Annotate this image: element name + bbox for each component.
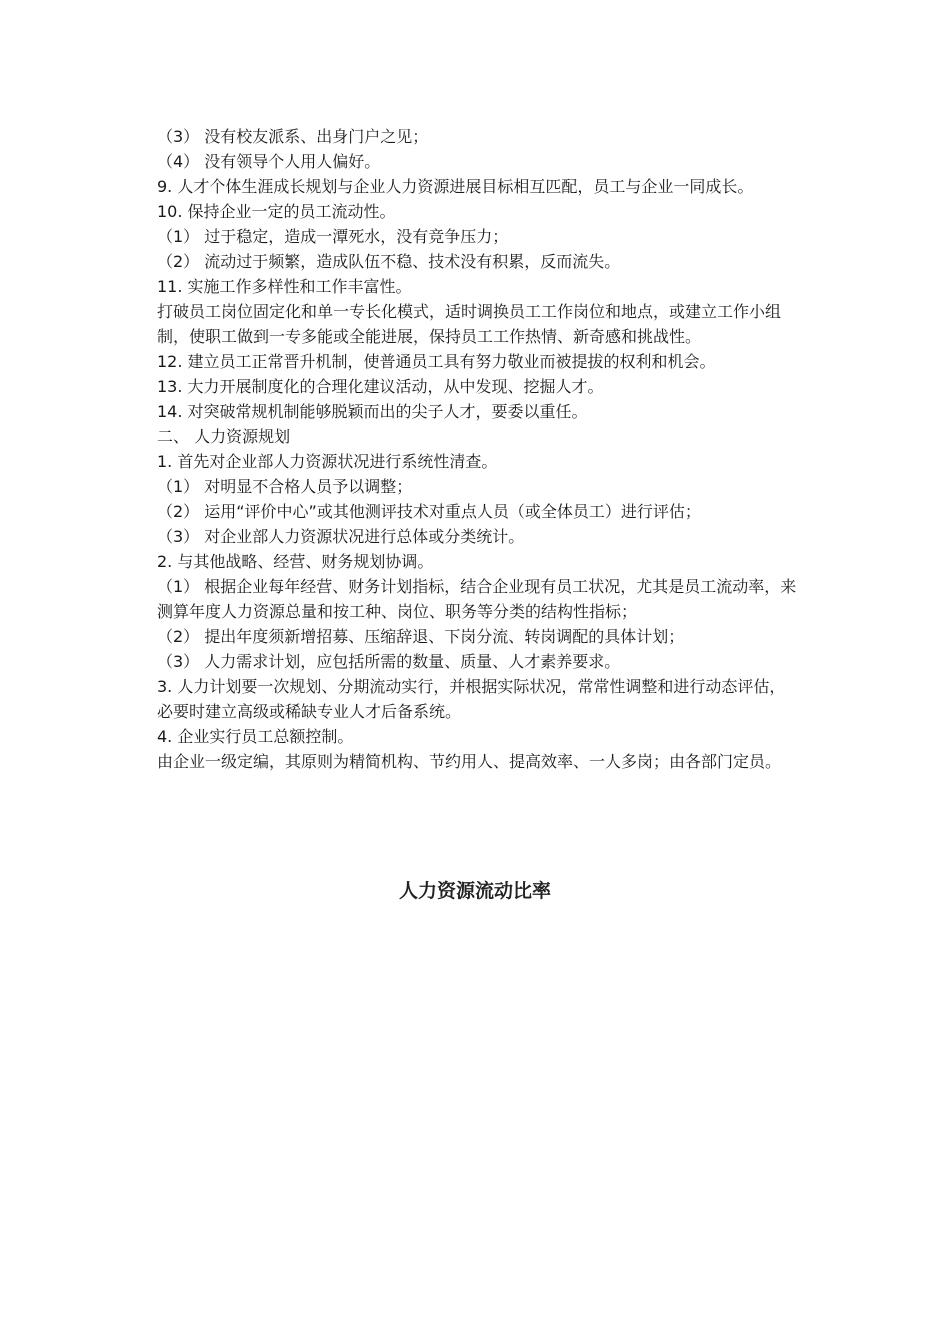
list-item: （1） 对明显不合格人员予以调整； — [157, 477, 413, 496]
list-item: （3） 人力需求计划，应包括所需的数量、质量、人才素养要求。 — [157, 652, 621, 671]
list-item: （2） 运用“评价中心”或其他测评技术对重点人员（或全体员工）进行评估； — [157, 502, 701, 521]
list-item: （2） 流动过于频繁，造成队伍不稳、技术没有积累，反而流失。 — [157, 252, 621, 271]
list-item: （4） 没有领导个人用人偏好。 — [157, 152, 381, 171]
document-body — [157, 124, 797, 774]
paragraph: 11. 实施工作多样性和工作丰富性。 — [157, 277, 412, 296]
paragraph: 9. 人才个体生涯成长规划与企业人力资源进展目标相互匹配，员工与企业一同成长。 — [157, 177, 754, 196]
list-item: （1） 根据企业每年经营、财务计划指标，结合企业现有员工状况，尤其是员工流动率，来测算年度人力资源总量和按工种、岗位、职务等分类的结构性指标； — [157, 577, 797, 621]
list-item: （1） 过于稳定，造成一潭死水，没有竞争压力； — [157, 227, 509, 246]
paragraph: 1. 首先对企业部人力资源状况进行系统性清查。 — [157, 452, 498, 471]
section-heading: 二、 人力资源规划 — [157, 427, 291, 446]
paragraph: 10. 保持企业一定的员工流动性。 — [157, 202, 396, 221]
list-item: （3） 没有校友派系、出身门户之见； — [157, 127, 429, 146]
paragraph: 打破员工岗位固定化和单一专长化模式，适时调换员工工作岗位和地点，或建立工作小组制，使职工做到一专多能或全能进展，保持员工工作热情、新奇感和挑战性。 — [157, 302, 782, 346]
paragraph: 4. 企业实行员工总额控制。 — [157, 727, 354, 746]
paragraph: 由企业一级定编，其原则为精简机构、节约用人、提高效率、一人多岗；由各部门定员。 — [157, 752, 782, 771]
list-item: （2） 提出年度须新增招募、压缩辞退、下岗分流、转岗调配的具体计划； — [157, 627, 685, 646]
page-title: 人力资源流动比率 — [398, 880, 551, 902]
paragraph: 14. 对突破常规机制能够脱颖而出的尖子人才，要委以重任。 — [157, 402, 588, 421]
list-item: （3） 对企业部人力资源状况进行总体或分类统计。 — [157, 527, 525, 546]
paragraph: 12. 建立员工正常晋升机制，使普通员工具有努力敬业而被提拔的权利和机会。 — [157, 352, 716, 371]
paragraph: 2. 与其他战略、经营、财务规划协调。 — [157, 552, 434, 571]
paragraph: 13. 大力开展制度化的合理化建议活动，从中发现、挖掘人才。 — [157, 377, 604, 396]
paragraph: 3. 人力计划要一次规划、分期流动实行，并根据实际状况，常常性调整和进行动态评估，必要时建立高级或稀缺专业人才后备系统。 — [157, 677, 786, 721]
